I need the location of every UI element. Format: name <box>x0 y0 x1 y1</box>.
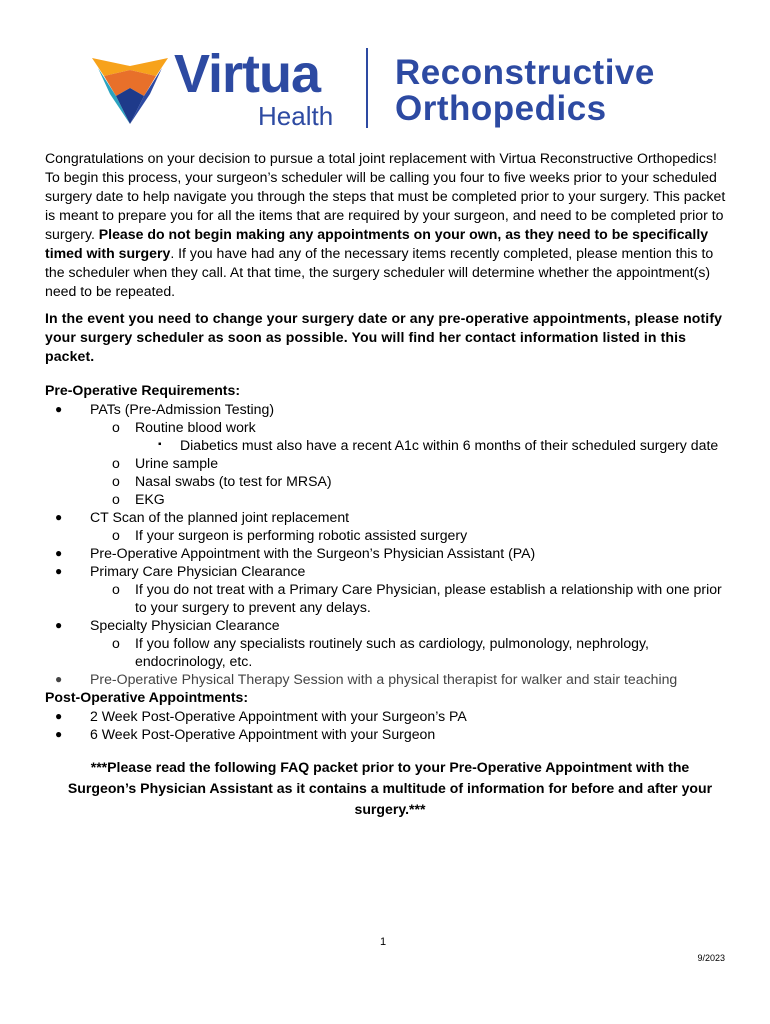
intro-text-after: . If you have had any of the necessary items recently completed, please mention this to the scheduler when they call. At that time, the surgery scheduler will determine whether the appointment(s) need to be repeated. <box>45 245 714 299</box>
list-item <box>45 400 735 508</box>
list-item <box>45 562 735 616</box>
intro-paragraph <box>45 149 735 301</box>
specialty-item: Specialty Physician Clearance <box>90 617 280 633</box>
brand-title-line-2: Orthopedics <box>395 89 607 128</box>
postop-title: Post-Operative Appointments: <box>45 689 249 705</box>
list-item <box>90 418 735 454</box>
header <box>90 44 690 134</box>
postop-list <box>45 707 735 743</box>
urine-item: o Urine sample <box>90 454 735 472</box>
pcp-item: Primary Care Physician Clearance <box>90 563 306 579</box>
specialty-sub-item: o If you follow any specialists routinely such as cardiology, pulmonology, nephrology, endocrinology, etc. <box>90 634 735 670</box>
preop-list <box>45 400 735 688</box>
intro-bold-warning: Please do not begin making any appointments on your own, as they need to be specifically timed with surgery <box>45 226 709 261</box>
header-divider <box>366 48 368 128</box>
list-item <box>45 508 735 544</box>
pa-appointment-item: ● Pre-Operative Appointment with the Surgeon’s Physician Assistant (PA) <box>45 544 735 562</box>
change-notice: In the event you need to change your surgery date or any pre-operative appointments, please notify your surgery scheduler as soon as possible. You will find her contact information listed in this packet. <box>45 310 723 364</box>
postop-item-2-week: ● 2 Week Post-Operative Appointment with your Surgeon’s PA <box>45 707 735 725</box>
pats-item: PATs (Pre-Admission Testing) <box>90 401 275 417</box>
preop-title: Pre-Operative Requirements: <box>45 382 241 398</box>
ekg-item: o EKG <box>90 490 735 508</box>
document-body <box>45 149 735 820</box>
logo-subtitle: Health <box>258 101 334 131</box>
physical-therapy-item: ● Pre-Operative Physical Therapy Session with a physical therapist for walker and stair teaching <box>45 670 735 688</box>
faq-note: ***Please read the following FAQ packet prior to your Pre-Operative Appointment with the Surgeon’s Physician Assistant as it contains a multitude of information for before and after your surgery.*** <box>67 759 713 817</box>
logo-wordmark: Virtua <box>174 44 321 104</box>
nasal-item: o Nasal swabs (to test for MRSA) <box>90 472 735 490</box>
intro-text: Congratulations on your decision to pursue a total joint replacement with Virtua Reconstructive Orthopedics! To begin this process, your surgeon’s scheduler will be calling you four to five weeks prior to your scheduled surgery date to help navigate you through the steps that must be completed prior to your surgery. This packet is meant to prepare you for all the items that are required by your surgeon, and need to be completed prior to surgery. <box>45 150 726 242</box>
brand-title-line-1: Reconstructive <box>395 53 655 92</box>
postop-item-6-week: ● 6 Week Post-Operative Appointment with your Surgeon <box>45 725 735 743</box>
robotic-item: o If your surgeon is performing robotic assisted surgery <box>90 526 735 544</box>
revision-date: 9/2023 <box>697 953 725 963</box>
blood-item: Routine blood work <box>135 419 256 435</box>
diabetics-item: ▪ Diabetics must also have a recent A1c within 6 months of their scheduled surgery date <box>135 436 735 454</box>
ct-item: CT Scan of the planned joint replacement <box>90 509 350 525</box>
pcp-sub-item: o If you do not treat with a Primary Care Physician, please establish a relationship with one prior to your surgery to prevent any delays. <box>90 580 735 616</box>
virtua-logo-icon <box>90 48 170 124</box>
page-number: 1 <box>380 936 387 948</box>
list-item <box>45 616 735 670</box>
